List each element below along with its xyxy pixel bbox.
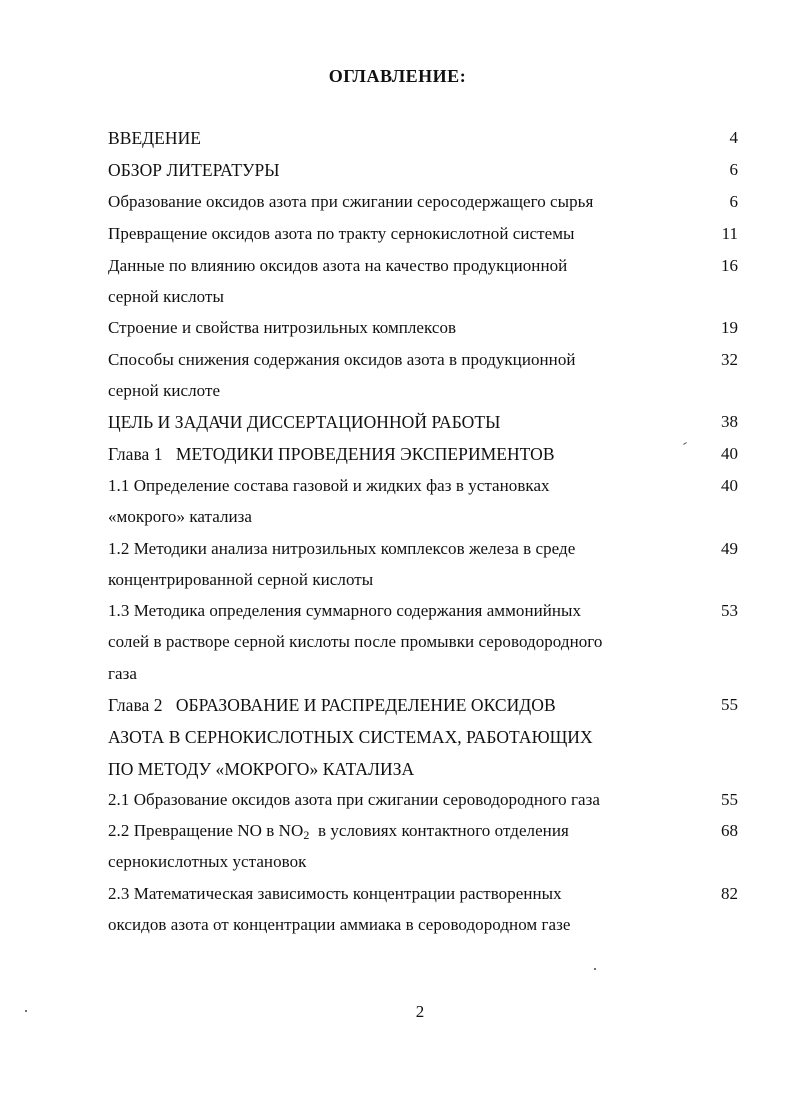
toc-entry-text: 1.3 Методика определения суммарного содержания аммонийных (108, 601, 582, 620)
toc-page-number: 38 (721, 412, 738, 431)
toc-entry-text: концентрированной серной кислоты (108, 570, 374, 589)
toc-page-number: 19 (721, 318, 738, 337)
toc-entry-text: Глава 1 МЕТОДИКИ ПРОВЕДЕНИЯ ЭКСПЕРИМЕНТОВ (108, 444, 555, 464)
toc-page-number: 55 (721, 695, 738, 714)
toc-page-number: 40 (721, 476, 738, 495)
toc-entry-text: 2.3 Математическая зависимость концентрации растворенных (108, 884, 562, 903)
toc-page-number: 16 (721, 256, 738, 275)
scan-speck (683, 442, 687, 445)
toc-entry-text: АЗОТА В СЕРНОКИСЛОТНЫХ СИСТЕМАХ, РАБОТАЮЩИХ (108, 727, 593, 747)
subscript: 2 (303, 828, 310, 842)
toc-page-number: 40 (721, 444, 738, 463)
toc-entry-text: ЦЕЛЬ И ЗАДАЧИ ДИССЕРТАЦИОННОЙ РАБОТЫ (108, 412, 501, 432)
toc-entry-text: Данные по влиянию оксидов азота на качество продукционной (108, 256, 568, 275)
toc-entry-text: 2.2 Превращение NO в $NO_2$ в условиях контактного отделения (108, 821, 569, 842)
toc-page-number: 49 (721, 539, 738, 558)
toc-page-number: 32 (721, 350, 738, 369)
toc-entry-text: серной кислоте (108, 381, 221, 400)
toc-entry-text: оксидов азота от концентрации аммиака в сероводородном газе (108, 915, 571, 934)
toc-entry-text: «мокрого» катализа (108, 507, 252, 526)
toc-entry-text: ВВЕДЕНИЕ (108, 128, 202, 148)
toc-page-number: 53 (721, 601, 738, 620)
toc-entry-text: солей в растворе серной кислоты после промывки сероводородного (108, 632, 603, 651)
toc-page-number: 55 (721, 790, 738, 809)
toc-entry-text: 2.1 Образование оксидов азота при сжигании сероводородного газа (108, 790, 600, 809)
toc-page-number: 6 (729, 160, 738, 179)
toc-entry-text: Строение и свойства нитрозильных комплексов (108, 318, 457, 337)
toc-entry-text: Образование оксидов азота при сжигании серосодержащего сырья (108, 192, 594, 211)
toc-entry-text: Превращение оксидов азота по тракту сернокислотной системы (108, 224, 575, 243)
toc-entry-text: 1.1 Определение состава газовой и жидких фаз в установках (108, 476, 550, 495)
toc-entry-text: Способы снижения содержания оксидов азота в продукционной (108, 350, 576, 369)
toc-page-number: 4 (729, 128, 738, 147)
toc-entry-text: Глава 2 ОБРАЗОВАНИЕ И РАСПРЕДЕЛЕНИЕ ОКСИДОВ (108, 695, 556, 715)
toc-entry-text: сернокислотных установок (108, 852, 307, 871)
page-number: 2 (415, 1002, 425, 1021)
scan-speck (25, 1010, 27, 1012)
toc-page-number: 82 (721, 884, 738, 903)
toc-page-number: 11 (721, 224, 738, 243)
toc-page-number: 6 (729, 192, 738, 211)
toc-title: ОГЛАВЛЕНИЕ: (328, 66, 467, 86)
toc-entry-text: ОБЗОР ЛИТЕРАТУРЫ (108, 160, 280, 180)
toc-entry-text: серной кислоты (108, 287, 224, 306)
toc-entry-text: 1.2 Методики анализа нитрозильных комплексов железа в среде (108, 539, 576, 558)
toc-page-number: 68 (721, 821, 738, 840)
toc-entry-text: ПО МЕТОДУ «МОКРОГО» КАТАЛИЗА (108, 759, 415, 779)
toc-entry-text: газа (108, 664, 137, 683)
scan-speck (594, 968, 596, 970)
